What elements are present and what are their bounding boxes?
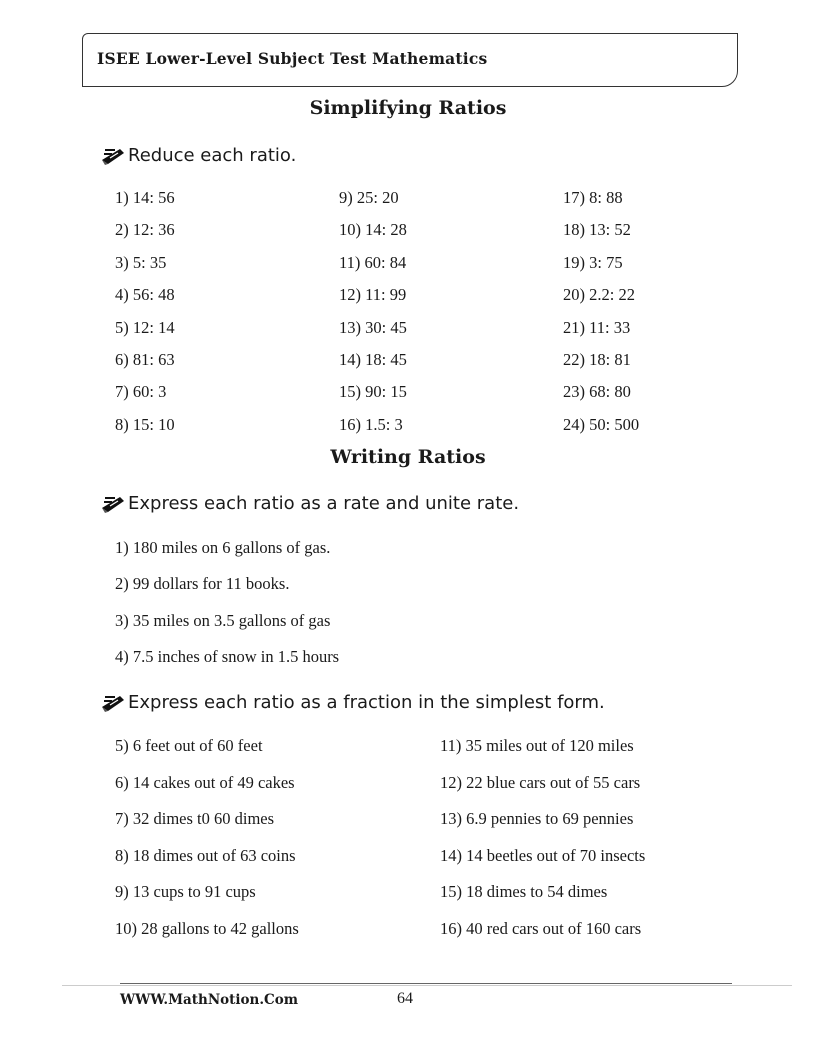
ratio-item: 7) 60: 3 <box>115 382 167 402</box>
instruction-rate <box>100 493 519 514</box>
ratio-item: 16) 1.5: 3 <box>339 414 403 434</box>
instruction-text: Express each ratio as a fraction in the simplest form. <box>128 692 605 713</box>
ratio-item: 2) 12: 36 <box>115 220 175 240</box>
page-number: 64 <box>397 990 413 1007</box>
fraction-item: 16) 40 red cars out of 160 cars <box>440 919 642 938</box>
instruction-reduce <box>100 145 296 166</box>
pencil-icon <box>100 494 126 514</box>
footer-divider-light <box>62 985 792 986</box>
fraction-item: 14) 14 beetles out of 70 insects <box>440 845 646 865</box>
rate-item: 4) 7.5 inches of snow in 1.5 hours <box>115 646 340 666</box>
ratio-item: 11) 60: 84 <box>339 252 407 272</box>
rate-item: 2) 99 dollars for 11 books. <box>115 574 290 594</box>
fraction-item: 15) 18 dimes to 54 dimes <box>440 882 608 902</box>
ratio-item: 21) 11: 33 <box>563 317 631 337</box>
ratio-item: 13) 30: 45 <box>339 317 407 337</box>
instruction-text: Express each ratio as a rate and unite rate. <box>128 493 520 514</box>
fraction-item: 9) 13 cups to 91 cups <box>115 882 256 902</box>
fraction-item: 11) 35 miles out of 120 miles <box>440 736 634 755</box>
ratio-item: 19) 3: 75 <box>563 252 623 272</box>
footer-divider <box>120 983 732 984</box>
rate-item: 3) 35 miles on 3.5 gallons of gas <box>115 610 331 630</box>
instruction-fraction <box>100 692 605 713</box>
ratio-item: 20) 2.2: 22 <box>563 285 635 305</box>
fraction-item: 10) 28 gallons to 42 gallons <box>115 919 299 938</box>
section-title-simplifying: Simplifying Ratios <box>309 97 507 119</box>
fraction-item: 13) 6.9 pennies to 69 pennies <box>440 809 634 829</box>
instruction-text: Reduce each ratio. <box>128 145 297 166</box>
section-title-writing: Writing Ratios <box>330 446 486 468</box>
ratio-item: 4) 56: 48 <box>115 285 175 305</box>
fraction-item: 8) 18 dimes out of 63 coins <box>115 845 296 865</box>
header-box <box>82 33 738 87</box>
rate-item: 1) 180 miles on 6 gallons of gas. <box>115 538 331 557</box>
page-header-title: ISEE Lower-Level Subject Test Mathematics <box>97 49 488 68</box>
ratio-item: 5) 12: 14 <box>115 317 175 337</box>
fraction-item: 7) 32 dimes t0 60 dimes <box>115 809 275 829</box>
fraction-item: 12) 22 blue cars out of 55 cars <box>440 772 641 792</box>
pencil-icon <box>100 146 126 166</box>
ratio-item: 15) 90: 15 <box>339 382 407 402</box>
ratio-item: 1) 14: 56 <box>115 188 175 207</box>
ratio-item: 18) 13: 52 <box>563 220 631 240</box>
fraction-item: 6) 14 cakes out of 49 cakes <box>115 772 295 792</box>
ratio-item: 24) 50: 500 <box>563 414 640 434</box>
fraction-item: 5) 6 feet out of 60 feet <box>115 736 263 755</box>
ratio-item: 3) 5: 35 <box>115 252 167 272</box>
ratio-item: 14) 18: 45 <box>339 350 407 369</box>
ratio-item: 12) 11: 99 <box>339 285 407 305</box>
footer-site: WWW.MathNotion.Com <box>120 992 299 1008</box>
ratio-item: 9) 25: 20 <box>339 188 399 207</box>
ratio-item: 8) 15: 10 <box>115 414 175 434</box>
ratio-item: 6) 81: 63 <box>115 350 175 369</box>
ratio-item: 23) 68: 80 <box>563 382 631 402</box>
pencil-icon <box>100 693 126 713</box>
ratio-item: 10) 14: 28 <box>339 220 407 240</box>
ratio-item: 22) 18: 81 <box>563 350 631 369</box>
ratio-item: 17) 8: 88 <box>563 188 623 207</box>
